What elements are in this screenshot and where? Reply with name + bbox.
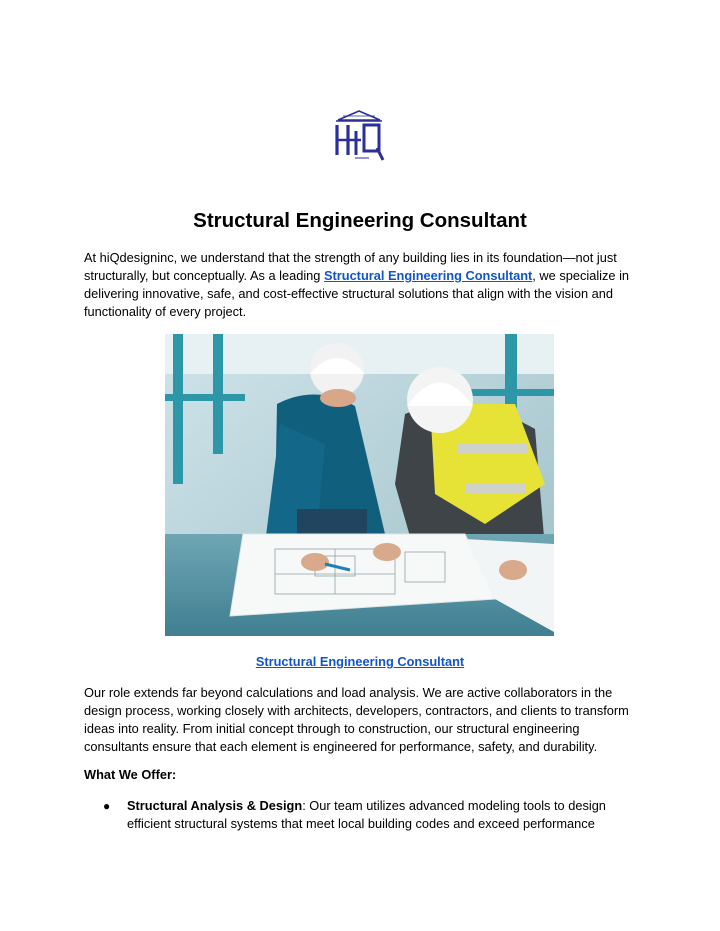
intro-text-after: , we specialize in delivering innovative, safe, and cost-effective structural solutions that align with the vision and functionality of every project. bbox=[84, 268, 630, 319]
intro-paragraph bbox=[84, 249, 640, 321]
offer-heading: What We Offer: bbox=[84, 767, 177, 782]
role-paragraph: Our role extends far beyond calculations and load analysis. We are active collaborators in the design process, working closely with architects, developers, contractors, and clients to transform ideas into reality. From initial concept through to construction, our structural engineering consultants ensure that each element is engineered for performance, safety, and durability. bbox=[84, 685, 629, 754]
offer-label: Structural Analysis & Design bbox=[127, 798, 303, 813]
list-item bbox=[84, 797, 640, 833]
consultant-link[interactable]: Structural Engineering Consultant bbox=[323, 268, 533, 283]
offer-list bbox=[84, 797, 640, 833]
engineers-reviewing-blueprint-photo bbox=[165, 334, 554, 636]
photo-caption bbox=[0, 653, 720, 671]
bullet-icon: ● bbox=[103, 799, 111, 813]
intro-text-before: At hiQdesigninc, we understand that the strength of any building lies in its foundation—not just structurally, but conceptually. As a leading bbox=[84, 250, 617, 283]
offer-text: : Our team utilizes advanced modeling tools to design efficient structural systems that meet local building codes and exceed performance bbox=[127, 798, 606, 831]
caption-link[interactable]: Structural Engineering Consultant bbox=[255, 654, 465, 669]
hiq-logo bbox=[331, 110, 387, 164]
page-title: Structural Engineering Consultant bbox=[193, 209, 527, 232]
